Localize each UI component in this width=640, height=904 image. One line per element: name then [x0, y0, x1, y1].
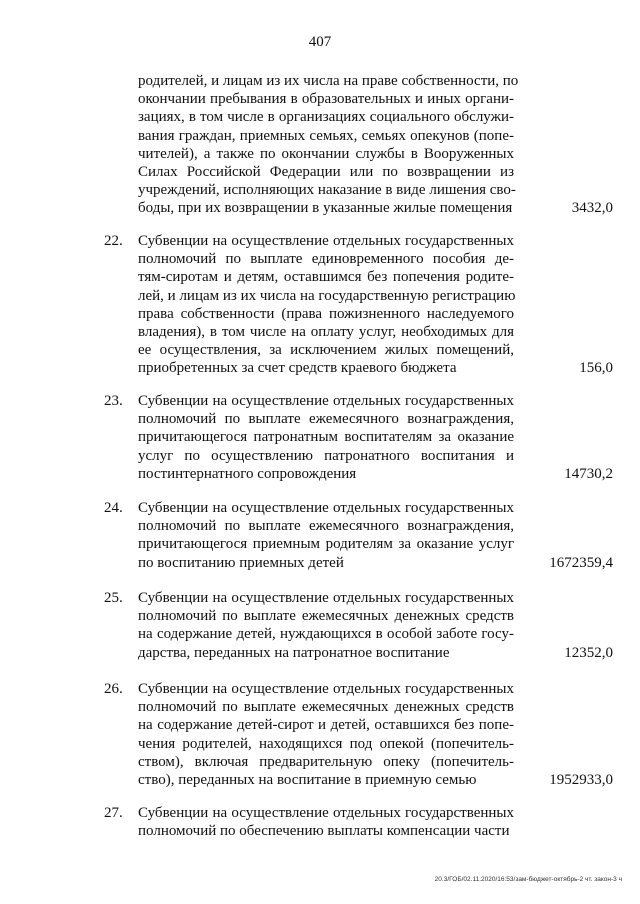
- item-number: 27.: [104, 805, 123, 821]
- text-line: Субвенции на осуществление отдельных государственных: [138, 805, 514, 821]
- text-line: Субвенции на осуществление отдельных государственных: [138, 233, 514, 249]
- text-line: чения родителей, находящихся под опекой (попечитель-: [138, 735, 514, 752]
- text-line: ством), включая предварительную опеку (попечитель-: [138, 753, 514, 770]
- item-amount: 12352,0: [564, 644, 613, 661]
- text-line: приобретенных за счет средств краевого бюджета: [138, 360, 457, 377]
- text-line: дарства, переданных на патронатное воспитание: [138, 644, 450, 661]
- text-line: Силах Российской Федерации или по возвращении из: [138, 164, 514, 181]
- item-amount: 156,0: [579, 360, 613, 377]
- text-line: вания граждан, приемных семьях, семьях опекунов (попе-: [138, 127, 514, 144]
- item-amount: 1952933,0: [549, 772, 613, 788]
- text-line: права собственности (права пожизненного наследуемого: [138, 305, 514, 322]
- text-line: полномочий по выплате ежемесячных денежных средств: [138, 699, 514, 716]
- text-line: полномочий по выплате ежемесячных денежных средств: [138, 608, 514, 625]
- item-description: [138, 499, 514, 572]
- text-line: Субвенции на осуществление отдельных государственных: [138, 393, 514, 409]
- item-amount: 14730,2: [564, 465, 613, 482]
- item-number: 25.: [104, 590, 123, 606]
- item-description: [138, 232, 514, 378]
- item-description: [138, 392, 514, 483]
- entry-amount: 3432,0: [571, 200, 613, 217]
- text-line: родителей, и лицам из их числа на праве собственности, по: [138, 73, 519, 89]
- text-line: причитающегося приемным родителям за оказание услуг: [138, 536, 514, 553]
- text-line: Субвенции на осуществление отдельных государственных: [138, 590, 514, 606]
- item-amount: 1672359,4: [549, 554, 613, 571]
- text-line: боды, при их возвращении в указанные жилые помещения: [138, 200, 513, 217]
- text-line: Субвенции на осуществление отдельных государственных: [138, 681, 514, 697]
- text-line: по воспитанию приемных детей: [138, 554, 344, 571]
- text-line: постинтернатного сопровождения: [138, 465, 357, 482]
- item-number: 26.: [104, 681, 123, 697]
- text-line: полномочий по выплате ежемесячного вознаграждения,: [138, 518, 514, 535]
- text-line: полномочий по обеспечению выплаты компенсации части: [138, 823, 510, 840]
- item-description: [138, 589, 514, 662]
- text-line: на содержание детей, нуждающихся в особой заботе госу-: [138, 626, 514, 643]
- text-line: чителей), а также по окончании службы в Вооруженных: [138, 145, 514, 162]
- footer-note: 20.3/ГОБ/02.11.2020/16:53/зам-бюджет-октябрь-2 чт. закон-3 ч: [434, 876, 622, 883]
- item-description: [138, 804, 514, 840]
- text-line: ство), переданных на воспитание в приемную семью: [138, 772, 477, 789]
- text-line: услуг по осуществлению патронатного воспитания и: [138, 447, 514, 464]
- item-number: 22.: [104, 233, 123, 249]
- text-line: учреждений, исполняющих наказание в виде лишения сво-: [138, 182, 516, 199]
- text-line: ее осуществления, за исключением жилых помещений,: [138, 342, 514, 359]
- item-number: 23.: [104, 393, 123, 409]
- page-number: 407: [308, 34, 332, 50]
- item-description: [138, 680, 514, 789]
- text-line: лей, и лицам из их числа на государственную регистрацию: [138, 287, 516, 304]
- text-line: на содержание детей-сирот и детей, оставшихся без попе-: [138, 717, 514, 734]
- text-line: причитающегося патронатным воспитателям за оказание: [138, 429, 514, 446]
- entry-text: [138, 72, 519, 218]
- text-line: Субвенции на осуществление отдельных государственных: [138, 500, 514, 516]
- text-line: тям-сиротам и детям, оставшимся без попечения родите-: [138, 269, 514, 286]
- text-line: владения), в том числе на оплату услуг, необходимых для: [138, 324, 514, 341]
- text-line: полномочий по выплате ежемесячного вознаграждения,: [138, 411, 514, 428]
- text-line: окончании пребывания в образовательных и иных органи-: [138, 91, 514, 108]
- text-line: полномочий по выплате единовременного пособия де-: [138, 251, 514, 268]
- item-number: 24.: [104, 500, 123, 516]
- text-line: зациях, в том числе в организациях социального обслужи-: [138, 109, 514, 126]
